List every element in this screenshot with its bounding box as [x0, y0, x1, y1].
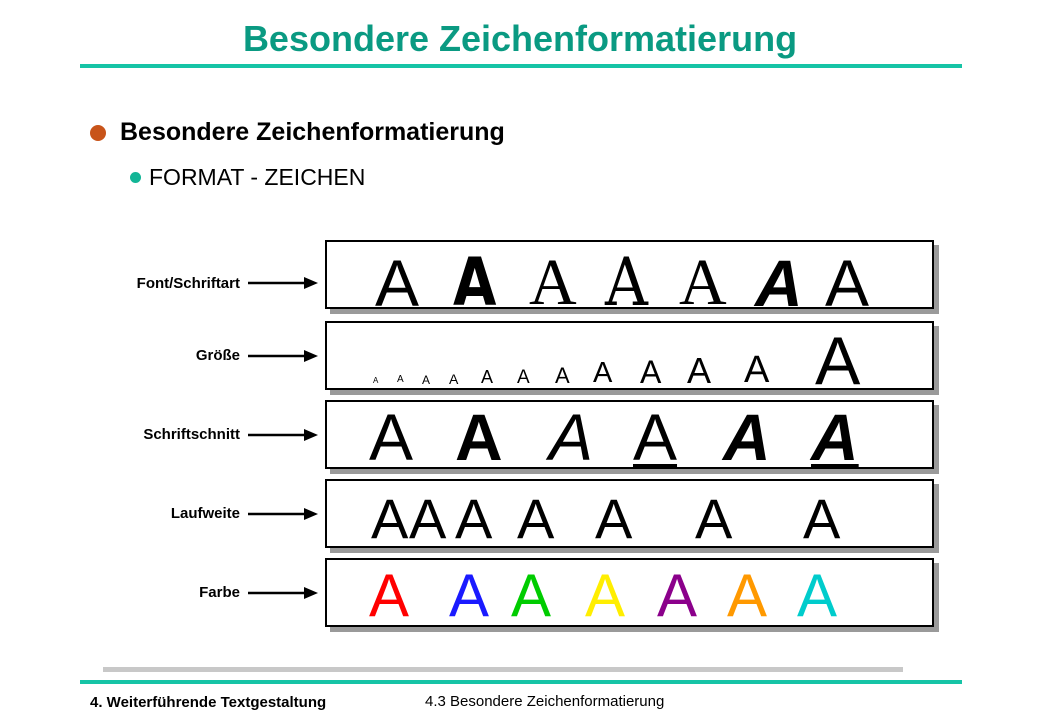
sample-glyph: A: [373, 376, 379, 385]
sample-glyph: A: [409, 487, 447, 548]
sample-glyph: A: [481, 367, 494, 387]
sample-glyph: A: [422, 373, 431, 387]
label-font: Font/Schriftart: [136, 275, 240, 292]
bullet-dot-icon: [90, 125, 106, 141]
footer-shadow-rule: [103, 667, 903, 672]
sample-box-schriftschnitt: [325, 400, 934, 469]
footer-chapter: 4. Weiterführende Textgestaltung: [90, 694, 327, 711]
bullet-level1: [90, 118, 505, 147]
sample-glyph: A: [687, 350, 712, 390]
footer-rule: [80, 680, 962, 684]
sample-glyph: A: [455, 400, 503, 469]
footer-section: 4.3 Besondere Zeichenformatierung: [425, 693, 665, 710]
sample-glyph: A: [605, 244, 648, 309]
sample-glyph: A: [633, 400, 678, 469]
sample-glyph: A: [755, 246, 803, 309]
sample-glyph: A: [455, 487, 493, 548]
sample-glyph: A: [529, 246, 577, 309]
sample-glyph: A: [723, 400, 771, 469]
sample-glyph: A: [517, 367, 530, 388]
label-schriftschnitt: Schriftschnitt: [143, 426, 240, 443]
sample-glyph: A: [555, 363, 570, 388]
sample-glyph-blue: A: [449, 562, 490, 627]
sample-glyph-purple: A: [657, 562, 698, 627]
sample-glyph: A: [449, 371, 459, 387]
bullet-level2-text: FORMAT - ZEICHEN: [149, 164, 366, 190]
label-farbe: Farbe: [199, 584, 240, 601]
sample-glyph-yellow: A: [585, 562, 626, 627]
sample-glyph-green: A: [511, 562, 552, 627]
bullet-level1-text: Besondere Zeichenformatierung: [120, 118, 505, 146]
sample-glyph-red: A: [369, 562, 410, 627]
sample-glyph: A: [593, 357, 613, 389]
sample-glyph: A: [375, 246, 420, 309]
slide-title: Besondere Zeichenformatierung: [242, 18, 798, 59]
sample-glyph: A: [825, 246, 870, 309]
sample-box-font: [325, 240, 934, 309]
sample-box-groesse: [325, 321, 934, 390]
sample-glyph: A: [815, 323, 861, 390]
sample-glyph: A: [595, 487, 633, 548]
sample-glyph: A: [453, 244, 497, 309]
sample-box-laufweite: [325, 479, 934, 548]
sample-glyph: A: [369, 400, 414, 469]
sample-glyph: A: [549, 400, 594, 469]
bullet-level2: [130, 164, 365, 191]
label-groesse: Größe: [195, 347, 240, 364]
sample-glyph: A: [640, 354, 662, 390]
title-rule: [80, 64, 962, 68]
sample-glyph-orange: A: [727, 562, 768, 627]
sample-glyph: A: [371, 487, 409, 548]
sample-glyph: A: [695, 487, 733, 548]
sample-glyph-cyan: A: [797, 562, 838, 627]
sample-glyph: A: [397, 374, 404, 385]
label-laufweite: Laufweite: [170, 505, 240, 522]
sample-glyph: A: [811, 400, 859, 469]
sample-box-farbe: [325, 558, 934, 627]
sample-glyph: A: [679, 246, 727, 309]
bullet-dot-small-icon: [130, 172, 141, 183]
sample-glyph: A: [744, 349, 770, 390]
sample-glyph: A: [517, 487, 555, 548]
sample-glyph: A: [803, 487, 841, 548]
